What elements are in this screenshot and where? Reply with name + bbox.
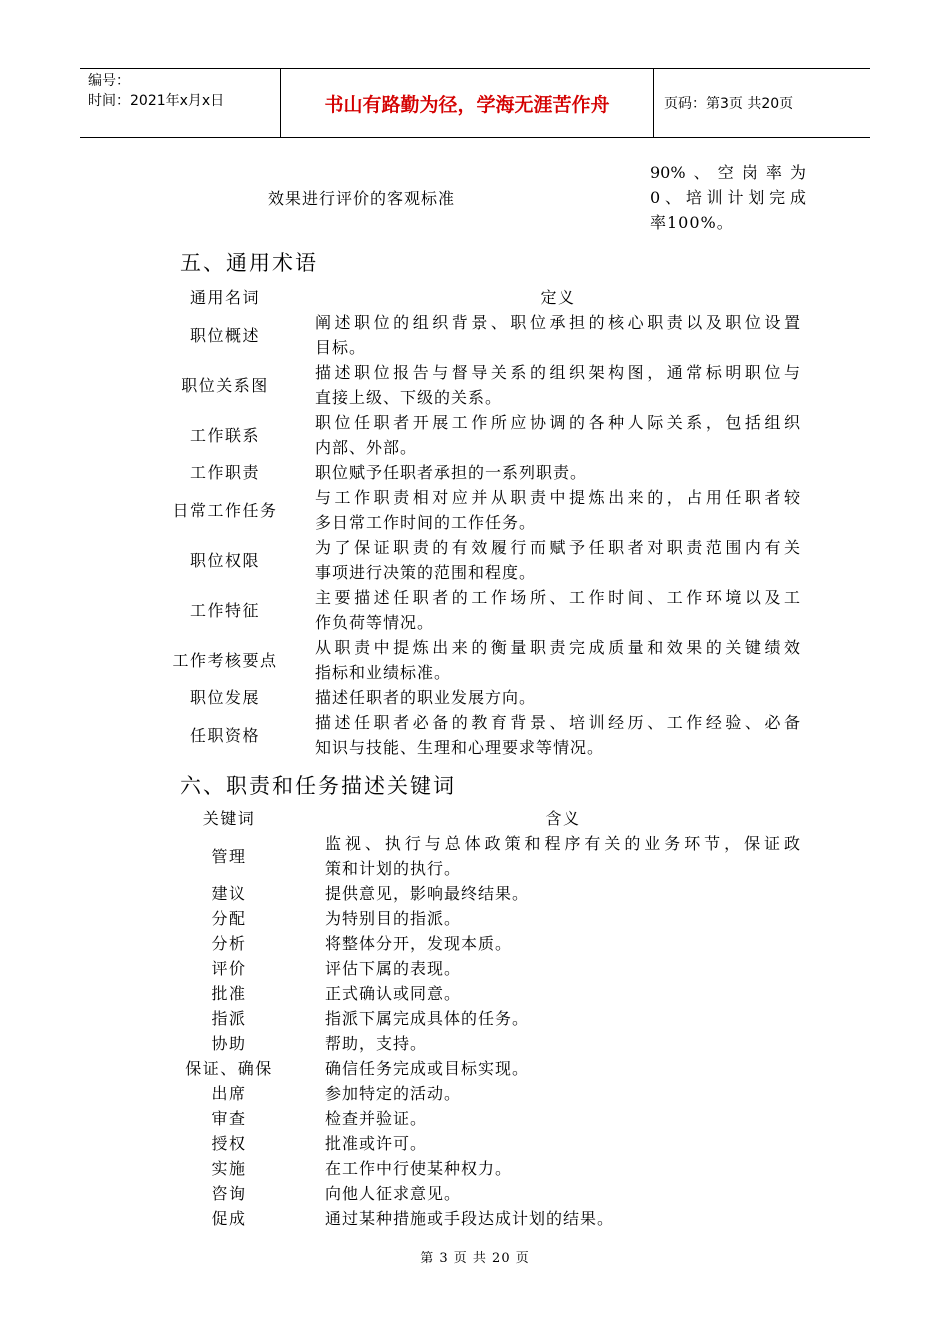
column-header-definition: 定义 <box>540 288 576 307</box>
definition-line: 为了保证职责的有效履行而赋予任职者对职责范围内有关 <box>315 538 801 557</box>
previous-cell-line: 率100%。 <box>650 213 734 232</box>
column-header-definition: 含义 <box>545 809 581 828</box>
document-time-label: 时间：2021年x月x日 <box>88 93 225 109</box>
definition-line: 多日常工作时间的工作任务。 <box>315 513 537 532</box>
definition-line: 向他人征求意见。 <box>325 1184 462 1203</box>
previous-table-cell-left: 效果进行评价的客观标准 <box>268 189 456 208</box>
definition-line: 指派下属完成具体的任务。 <box>325 1009 530 1028</box>
definition-line: 检查并验证。 <box>325 1109 428 1128</box>
term-cell: 批准 <box>211 984 247 1003</box>
term-cell: 任职资格 <box>189 725 260 745</box>
term-cell: 授权 <box>211 1134 247 1153</box>
definition-line: 从职责中提炼出来的衡量职责完成质量和效果的关键绩效 <box>315 638 801 657</box>
definition-line: 为特别目的指派。 <box>325 909 462 928</box>
term-cell: 保证、确保 <box>185 1059 273 1078</box>
definition-line: 在工作中行使某种权力。 <box>325 1159 513 1178</box>
definition-line: 事项进行决策的范围和程度。 <box>315 563 537 582</box>
term-cell: 工作特征 <box>189 600 260 620</box>
term-cell: 出席 <box>211 1084 247 1103</box>
page-footer: 第 3 页 共 20 页 <box>420 1251 530 1266</box>
term-cell: 促成 <box>211 1209 247 1228</box>
term-cell: 审查 <box>211 1109 247 1128</box>
term-cell: 分析 <box>211 934 247 953</box>
term-cell: 职位发展 <box>189 688 260 707</box>
term-cell: 分配 <box>211 909 247 928</box>
term-cell: 评价 <box>211 959 247 978</box>
term-cell: 工作职责 <box>189 463 260 482</box>
header-motto: 书山有路勤为径，学海无涯苦作舟 <box>281 69 654 137</box>
definition-line: 描述职位报告与督导关系的组织架构图，通常标明职位与 <box>315 363 801 382</box>
term-cell: 咨询 <box>211 1184 247 1203</box>
header-page-info: 页码：第3页 共20页 <box>664 96 794 112</box>
definition-line: 与工作职责相对应并从职责中提炼出来的，占用任职者较 <box>315 488 801 507</box>
definition-line: 参加特定的活动。 <box>325 1084 462 1103</box>
definition-line: 直接上级、下级的关系。 <box>315 388 503 407</box>
definition-line: 提供意见，影响最终结果。 <box>325 884 530 903</box>
page-header <box>80 68 870 138</box>
definition-line: 评估下属的表现。 <box>325 959 462 978</box>
term-cell: 协助 <box>211 1034 247 1053</box>
definition-line: 阐述职位的组织背景、职位承担的核心职责以及职位设置 <box>315 313 801 332</box>
definition-line: 描述任职者的职业发展方向。 <box>315 688 537 707</box>
term-cell: 工作联系 <box>189 425 260 445</box>
column-header-term: 关键词 <box>202 809 256 828</box>
previous-table-cell-right <box>650 160 806 235</box>
term-cell: 日常工作任务 <box>172 500 278 520</box>
term-cell: 职位关系图 <box>181 375 269 395</box>
definition-line: 指标和业绩标准。 <box>315 663 452 682</box>
definition-line: 策和计划的执行。 <box>325 859 462 878</box>
definition-line: 描述任职者必备的教育背景、培训经历、工作经验、必备 <box>315 713 801 732</box>
definition-line: 作负荷等情况。 <box>315 613 435 632</box>
term-cell: 职位概述 <box>189 325 260 345</box>
section-title: 五、通用术语 <box>180 251 318 275</box>
definition-line: 正式确认或同意。 <box>325 984 462 1003</box>
definition-line: 监视、执行与总体政策和程序有关的业务环节，保证政 <box>325 834 801 853</box>
definition-line: 内部、外部。 <box>315 438 418 457</box>
definition-line: 知识与技能、生理和心理要求等情况。 <box>315 738 605 757</box>
section-title: 六、职责和任务描述关键词 <box>180 774 456 798</box>
definition-line: 主要描述任职者的工作场所、工作时间、工作环境以及工 <box>315 588 801 607</box>
definition-line: 职位赋予任职者承担的一系列职责。 <box>315 463 588 482</box>
column-header-term: 通用名词 <box>189 288 260 307</box>
definition-line: 将整体分开，发现本质。 <box>325 934 513 953</box>
header-meta <box>80 69 281 137</box>
term-cell: 实施 <box>211 1159 247 1178</box>
definition-line: 帮助，支持。 <box>325 1034 428 1053</box>
document-number-label: 编号： <box>88 73 130 89</box>
definition-line: 通过某种措施或手段达成计划的结果。 <box>325 1209 615 1228</box>
definition-line: 批准或许可。 <box>325 1134 428 1153</box>
definition-line: 确信任务完成或目标实现。 <box>325 1059 530 1078</box>
term-cell: 管理 <box>211 846 247 866</box>
term-cell: 建议 <box>211 884 247 903</box>
definition-line: 目标。 <box>315 338 367 357</box>
previous-cell-line: 0、培训计划完成 <box>650 188 806 207</box>
term-cell: 职位权限 <box>189 550 260 570</box>
term-cell: 工作考核要点 <box>172 650 278 670</box>
definition-line: 职位任职者开展工作所应协调的各种人际关系，包括组织 <box>315 413 801 432</box>
term-cell: 指派 <box>211 1009 247 1028</box>
previous-cell-line: 90%、空岗率为 <box>650 163 806 182</box>
